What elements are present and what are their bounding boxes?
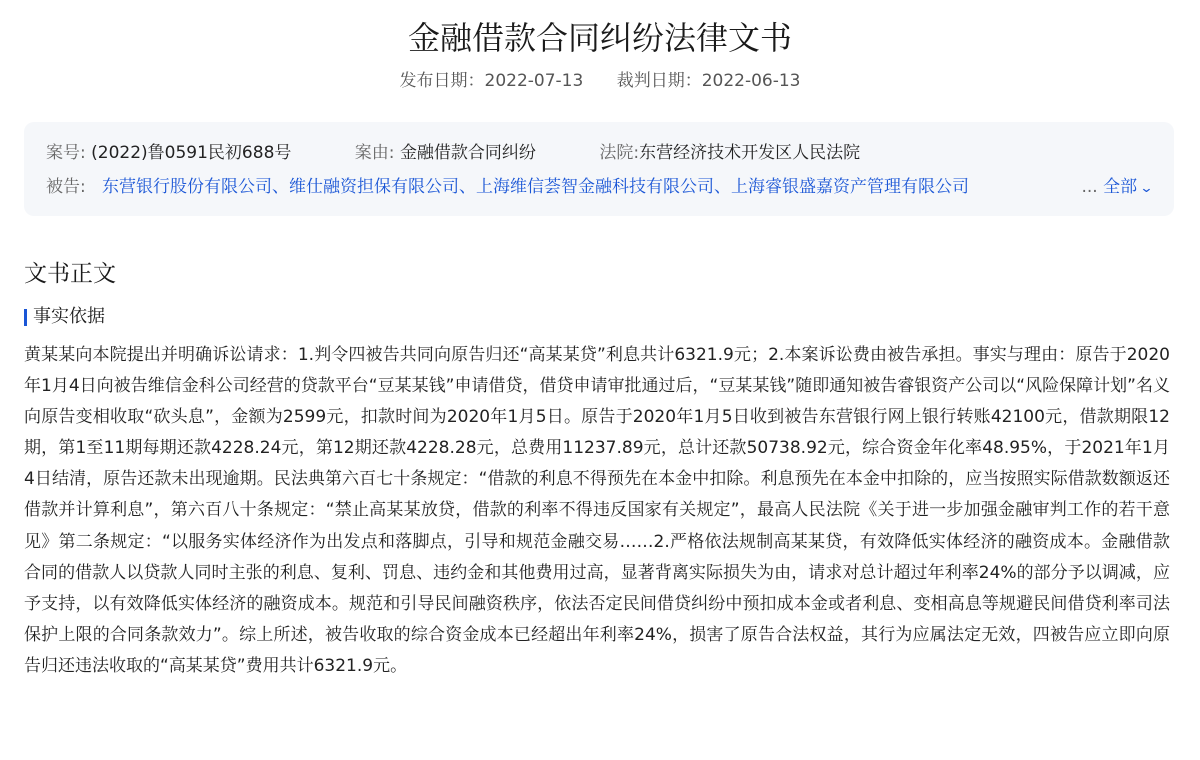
chevron-down-icon[interactable]: ⌄ [1139,181,1154,196]
page-title: 金融借款合同纠纷法律文书 [407,19,792,57]
case-court-value: 东营经济技术开发区人民法院 [639,143,861,163]
show-all-link[interactable]: 全部 [1103,177,1138,197]
judgment-date-value: 2022-06-13 [701,71,801,91]
case-cause-value: 金融借款合同纠纷 [399,143,536,163]
ellipsis: ... [1081,177,1098,197]
subsection-heading [24,305,105,329]
publish-date [400,68,584,94]
case-court-label: 法院: [599,143,640,163]
case-number [46,140,291,166]
defendants-row [46,174,1152,200]
show-all-defendants[interactable] [1079,174,1152,202]
judgment-date-label: 裁判日期： [616,71,702,91]
judgment-date [617,68,801,94]
defendants-label: 被告: [46,177,86,197]
subsection-title: 事实依据 [33,306,105,327]
case-cause-label: 案由: [354,143,395,163]
publish-date-label: 发布日期： [399,71,485,91]
case-info-panel [24,122,1174,216]
case-number-label: 案号: [46,143,86,163]
case-number-value: (2022)鲁0591民初688号 [91,143,292,163]
document-body: 黄某某向本院提出并明确诉讼请求：1.判令四被告共同向原告归还“高某某贷”利息共计6321.9元；2.本案诉讼费由被告承担。事实与理由：原告于2020年1月4日向被告维信金科公司经营的贷款平台“豆某某钱”申请借贷，借贷申请审批通过后，“豆某某钱”随即通知被告睿银资产公司以“风险保障计划”名义向原告变相收取“砍头息”，金额为2599元，扣款时间为2020年1月5日。原告于2020年1月5日收到被告东营银行网上银行转账42100元，借款期限12期，第1至11期每期还款4228.24元，第12期还款4228.28元，总费用11237.89元，总计还款50738.92元，综合资金年化率48.95%，于2021年1月4日结清，原告还款未出现逾期。民法典第六百七十条规定：“借款的利息不得预先在本金中扣除。利息预先在本金中扣除的，应当按照实际借款数额返还借款并计算利息”，第六百八十条规定：“禁止高某某放贷，借款的利率不得违反国家有关规定”，最高人民法院《关于进一步加强金融审判工作的若干意见》第二条规定：“以服务实体经济作为出发点和落脚点，引导和规范金融交易……2.严格依法规制高某某贷，有效降低实体经济的融资成本。金融借款合同的借款人以贷款人同时主张的利息、复利、罚息、违约金和其他费用过高，显著背离实际损失为由，请求对总计超过年利率24%的部分予以调减，应予支持，以有效降低实体经济的融资成本。规范和引导民间融资秩序，依法否定民间借贷纠纷中预扣成本金或者利息、变相高息等规避民间借贷利率司法保护上限的合同条款效力”。综上所述，被告收取的综合资金成本已经超出年利率24%，损害了原告合法权益，其行为应属法定无效，四被告应立即向原告归还违法收取的“高某某贷”费用共计6321.9元。 [24,345,1170,676]
subsection-accent-bar [24,309,27,326]
case-cause [355,140,536,166]
case-info-row [46,140,918,166]
section-title: 文书正文 [24,261,116,287]
publish-date-value: 2022-07-13 [484,71,584,91]
case-court [599,140,860,166]
date-row [0,68,1200,94]
defendants-list[interactable]: 东营银行股份有限公司、维仕融资担保有限公司、上海维信荟智金融科技有限公司、上海睿银盛嘉资产管理有限公司 [102,177,969,197]
